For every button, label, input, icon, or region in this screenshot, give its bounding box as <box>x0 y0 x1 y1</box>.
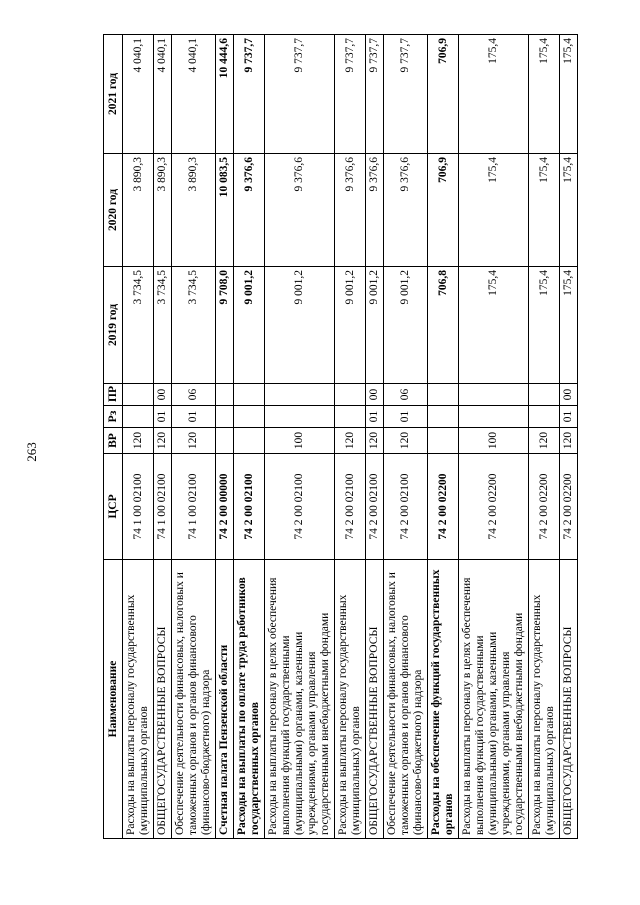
row-csr: 74 1 00 02100 <box>123 454 154 560</box>
row-csr: 74 2 00 02200 <box>529 454 560 560</box>
row-value-2020: 9 376,6 <box>366 154 384 267</box>
row-vr: 120 <box>154 428 172 454</box>
row-rz: 01 <box>384 406 428 428</box>
row-value-2019: 9 001,2 <box>366 267 384 384</box>
row-pr: 00 <box>560 384 578 406</box>
row-value-2020: 3 890,3 <box>154 154 172 267</box>
row-vr: 120 <box>529 428 560 454</box>
row-rz <box>123 406 154 428</box>
row-csr: 74 2 00 02200 <box>560 454 578 560</box>
row-name: Обеспечение деятельности финансовых, налоговых и таможенных органов и органов финансового (финансово-бюджетного) надзора <box>172 560 216 839</box>
column-header-rz: Рз <box>104 406 123 428</box>
row-name: Обеспечение деятельности финансовых, налоговых и таможенных органов и органов финансового (финансово-бюджетного) надзора <box>384 560 428 839</box>
row-csr: 74 2 00 02200 <box>428 454 459 560</box>
row-csr: 74 2 00 02200 <box>459 454 529 560</box>
table-header <box>104 35 123 839</box>
row-value-2021: 9 737,7 <box>366 35 384 154</box>
column-header-name: Наименование <box>104 560 123 839</box>
row-pr <box>265 384 335 406</box>
row-value-2021: 706,9 <box>428 35 459 154</box>
row-value-2021: 4 040,1 <box>123 35 154 154</box>
row-value-2019: 175,4 <box>560 267 578 384</box>
row-csr: 74 2 00 02100 <box>384 454 428 560</box>
row-value-2019: 3 734,5 <box>123 267 154 384</box>
table-row <box>335 35 366 839</box>
row-pr: 06 <box>172 384 216 406</box>
table-row <box>366 35 384 839</box>
row-pr <box>529 384 560 406</box>
column-header-pr: ПР <box>104 384 123 406</box>
row-vr <box>428 428 459 454</box>
row-name: Расходы на выплаты персоналу государственных (муниципальных) органов <box>529 560 560 839</box>
row-csr: 74 1 00 02100 <box>172 454 216 560</box>
row-pr <box>428 384 459 406</box>
row-name: ОБЩЕГОСУДАРСТВЕННЫЕ ВОПРОСЫ <box>366 560 384 839</box>
row-name: Расходы на выплаты персоналу государственных (муниципальных) органов <box>335 560 366 839</box>
table-row <box>428 35 459 839</box>
column-header-vr: ВР <box>104 428 123 454</box>
row-rz <box>216 406 234 428</box>
column-header-2019: 2019 год <box>104 267 123 384</box>
row-rz: 01 <box>154 406 172 428</box>
row-rz <box>265 406 335 428</box>
row-vr: 120 <box>366 428 384 454</box>
row-name: Расходы на обеспечение функций государственных органов <box>428 560 459 839</box>
row-vr <box>216 428 234 454</box>
row-value-2020: 9 376,6 <box>265 154 335 267</box>
row-value-2019: 3 734,5 <box>172 267 216 384</box>
table-row <box>154 35 172 839</box>
row-value-2019: 9 708,0 <box>216 267 234 384</box>
row-vr: 120 <box>123 428 154 454</box>
row-value-2020: 706,9 <box>428 154 459 267</box>
row-rz <box>459 406 529 428</box>
row-csr: 74 2 00 02100 <box>234 454 265 560</box>
row-pr: 06 <box>384 384 428 406</box>
column-header-2020: 2020 год <box>104 154 123 267</box>
row-value-2021: 9 737,7 <box>265 35 335 154</box>
row-value-2020: 175,4 <box>459 154 529 267</box>
row-value-2021: 4 040,1 <box>154 35 172 154</box>
table-row <box>384 35 428 839</box>
row-name: ОБЩЕГОСУДАРСТВЕННЫЕ ВОПРОСЫ <box>560 560 578 839</box>
row-pr: 00 <box>154 384 172 406</box>
row-vr: 120 <box>384 428 428 454</box>
row-value-2020: 10 083,5 <box>216 154 234 267</box>
row-pr <box>234 384 265 406</box>
row-pr <box>459 384 529 406</box>
row-value-2021: 9 737,7 <box>335 35 366 154</box>
table-row <box>123 35 154 839</box>
row-value-2021: 175,4 <box>529 35 560 154</box>
row-value-2019: 3 734,5 <box>154 267 172 384</box>
row-name: ОБЩЕГОСУДАРСТВЕННЫЕ ВОПРОСЫ <box>154 560 172 839</box>
table-row <box>172 35 216 839</box>
row-value-2019: 9 001,2 <box>384 267 428 384</box>
row-rz <box>428 406 459 428</box>
row-value-2020: 9 376,6 <box>384 154 428 267</box>
row-csr: 74 2 00 02100 <box>335 454 366 560</box>
row-pr: 00 <box>366 384 384 406</box>
row-value-2020: 175,4 <box>529 154 560 267</box>
table-row <box>560 35 578 839</box>
rotated-page <box>103 35 574 839</box>
table-row <box>234 35 265 839</box>
row-rz <box>234 406 265 428</box>
row-value-2019: 9 001,2 <box>265 267 335 384</box>
row-value-2021: 9 737,7 <box>384 35 428 154</box>
row-vr: 120 <box>172 428 216 454</box>
row-csr: 74 2 00 02100 <box>265 454 335 560</box>
row-pr <box>123 384 154 406</box>
row-name: Расходы на выплаты персоналу в целях обеспечения выполнения функций государственными (муниципальными) органами, казенными учреждениями, органами управления государственными внебюджетными фондами <box>459 560 529 839</box>
row-rz: 01 <box>366 406 384 428</box>
row-rz: 01 <box>560 406 578 428</box>
row-pr <box>216 384 234 406</box>
row-value-2021: 175,4 <box>459 35 529 154</box>
row-pr <box>335 384 366 406</box>
row-value-2021: 4 040,1 <box>172 35 216 154</box>
row-csr: 74 2 00 02100 <box>366 454 384 560</box>
table-row <box>459 35 529 839</box>
row-value-2019: 175,4 <box>529 267 560 384</box>
column-header-2021: 2021 год <box>104 35 123 154</box>
row-value-2020: 9 376,6 <box>335 154 366 267</box>
row-name: Расходы на выплаты персоналу государственных (муниципальных) органов <box>123 560 154 839</box>
row-value-2019: 706,8 <box>428 267 459 384</box>
row-csr: 74 2 00 00000 <box>216 454 234 560</box>
column-header-csr: ЦСР <box>104 454 123 560</box>
row-value-2021: 9 737,7 <box>234 35 265 154</box>
row-vr: 100 <box>459 428 529 454</box>
row-value-2020: 3 890,3 <box>172 154 216 267</box>
table-row <box>529 35 560 839</box>
budget-table <box>103 34 578 839</box>
table-row <box>265 35 335 839</box>
row-rz: 01 <box>172 406 216 428</box>
row-vr: 120 <box>335 428 366 454</box>
row-value-2021: 10 444,6 <box>216 35 234 154</box>
row-rz <box>335 406 366 428</box>
row-name: Счетная палата Пензенской области <box>216 560 234 839</box>
row-csr: 74 1 00 02100 <box>154 454 172 560</box>
row-value-2020: 3 890,3 <box>123 154 154 267</box>
row-value-2020: 175,4 <box>560 154 578 267</box>
row-vr: 100 <box>265 428 335 454</box>
row-vr: 120 <box>560 428 578 454</box>
table-row <box>216 35 234 839</box>
row-value-2019: 9 001,2 <box>234 267 265 384</box>
row-rz <box>529 406 560 428</box>
row-value-2019: 9 001,2 <box>335 267 366 384</box>
row-name: Расходы на выплаты персоналу в целях обеспечения выполнения функций государственными (муниципальными) органами, казенными учреждениями, органами управления государственными внебюджетными фондами <box>265 560 335 839</box>
row-value-2020: 9 376,6 <box>234 154 265 267</box>
row-name: Расходы на выплаты по оплате труда работников государственных органов <box>234 560 265 839</box>
table-body <box>123 35 578 839</box>
page-number: 263 <box>24 442 39 462</box>
row-vr <box>234 428 265 454</box>
row-value-2021: 175,4 <box>560 35 578 154</box>
row-value-2019: 175,4 <box>459 267 529 384</box>
